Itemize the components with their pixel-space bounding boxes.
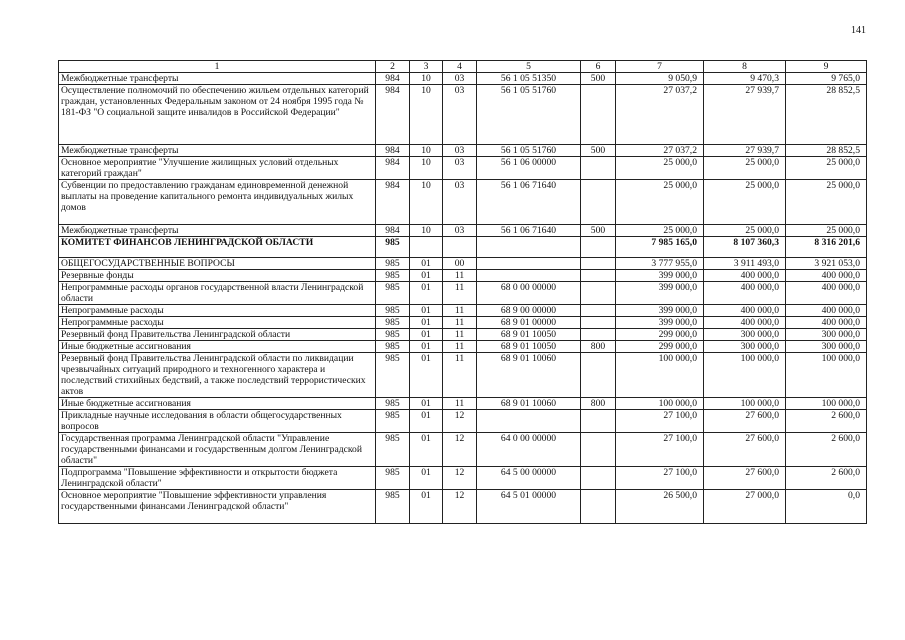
cell-expense-type [581, 329, 616, 341]
cell-ministry-code: 985 [376, 410, 410, 433]
cell-amount-year-1: 27 100,0 [616, 467, 704, 490]
cell-amount-year-3: 400 000,0 [786, 282, 867, 305]
cell-expense-type [581, 467, 616, 490]
cell-ministry-code: 985 [376, 237, 410, 258]
cell-name: Межбюджетные трансферты [59, 145, 376, 157]
cell-amount-year-2: 25 000,0 [704, 180, 786, 225]
cell-ministry-code: 985 [376, 258, 410, 270]
column-header: 5 [477, 61, 581, 73]
cell-amount-year-2: 400 000,0 [704, 305, 786, 317]
cell-expense-type [581, 317, 616, 329]
table-row [59, 410, 867, 433]
cell-subsection: 00 [443, 258, 477, 270]
column-header: 2 [376, 61, 410, 73]
budget-table [58, 60, 867, 524]
cell-target-article: 64 5 01 00000 [477, 490, 581, 524]
column-header: 7 [616, 61, 704, 73]
cell-section: 01 [410, 270, 443, 282]
cell-target-article: 68 9 01 10050 [477, 329, 581, 341]
cell-target-article: 56 1 06 71640 [477, 225, 581, 237]
cell-amount-year-3: 8 316 201,6 [786, 237, 867, 258]
column-header: 9 [786, 61, 867, 73]
cell-amount-year-2: 100 000,0 [704, 353, 786, 398]
table-row [59, 305, 867, 317]
cell-expense-type [581, 237, 616, 258]
cell-expense-type [581, 353, 616, 398]
cell-name: Межбюджетные трансферты [59, 225, 376, 237]
table-row [59, 467, 867, 490]
cell-amount-year-1: 3 777 955,0 [616, 258, 704, 270]
cell-subsection: 11 [443, 341, 477, 353]
cell-subsection: 11 [443, 305, 477, 317]
cell-amount-year-1: 399 000,0 [616, 317, 704, 329]
cell-target-article: 56 1 06 71640 [477, 180, 581, 225]
cell-name: Основное мероприятие "Повышение эффективности управления государственными финансами Ленинградской области" [59, 490, 376, 524]
cell-amount-year-3: 300 000,0 [786, 329, 867, 341]
cell-section: 01 [410, 410, 443, 433]
column-header: 1 [59, 61, 376, 73]
cell-target-article [477, 237, 581, 258]
cell-section: 10 [410, 85, 443, 145]
cell-ministry-code: 984 [376, 73, 410, 85]
cell-name: Иные бюджетные ассигнования [59, 398, 376, 410]
cell-amount-year-3: 25 000,0 [786, 225, 867, 237]
cell-name: Государственная программа Ленинградской области "Управление государственными финансами и государственным долгом Ленинградской области" [59, 433, 376, 467]
cell-name: Межбюджетные трансферты [59, 73, 376, 85]
cell-expense-type [581, 433, 616, 467]
cell-amount-year-3: 2 600,0 [786, 433, 867, 467]
column-header: 3 [410, 61, 443, 73]
cell-target-article: 68 9 01 10060 [477, 398, 581, 410]
cell-amount-year-1: 399 000,0 [616, 270, 704, 282]
cell-ministry-code: 984 [376, 225, 410, 237]
cell-name: Осуществление полномочий по обеспечению жильем отдельных категорий граждан, установленных Федеральным законом от 24 ноября 1995 года № 181-ФЗ "О социальной защите инвалидов в Российской Федерации" [59, 85, 376, 145]
cell-amount-year-2: 27 600,0 [704, 433, 786, 467]
cell-ministry-code: 985 [376, 467, 410, 490]
cell-subsection: 03 [443, 157, 477, 180]
cell-name: КОМИТЕТ ФИНАНСОВ ЛЕНИНГРАДСКОЙ ОБЛАСТИ [59, 237, 376, 258]
cell-target-article: 68 9 01 00000 [477, 317, 581, 329]
cell-amount-year-3: 100 000,0 [786, 398, 867, 410]
cell-subsection: 03 [443, 180, 477, 225]
cell-amount-year-3: 400 000,0 [786, 317, 867, 329]
cell-amount-year-3: 2 600,0 [786, 467, 867, 490]
cell-subsection: 12 [443, 433, 477, 467]
cell-target-article [477, 410, 581, 433]
page-number: 141 [851, 25, 866, 36]
cell-section: 01 [410, 317, 443, 329]
cell-amount-year-2: 25 000,0 [704, 157, 786, 180]
cell-expense-type [581, 270, 616, 282]
table-row [59, 398, 867, 410]
cell-amount-year-1: 399 000,0 [616, 305, 704, 317]
table-row [59, 157, 867, 180]
table-header-row [59, 61, 867, 73]
table-row [59, 270, 867, 282]
cell-target-article [477, 270, 581, 282]
cell-expense-type: 500 [581, 73, 616, 85]
table-row [59, 145, 867, 157]
table-row [59, 433, 867, 467]
cell-expense-type: 500 [581, 225, 616, 237]
cell-name: Резервный фонд Правительства Ленинградской области по ликвидации чрезвычайных ситуаций природного и техногенного характера и последствий стихийных бедствий, а также последствий террористических актов [59, 353, 376, 398]
cell-amount-year-3: 0,0 [786, 490, 867, 524]
table-row [59, 490, 867, 524]
cell-section: 01 [410, 329, 443, 341]
cell-target-article: 68 0 00 00000 [477, 282, 581, 305]
cell-expense-type [581, 85, 616, 145]
cell-section: 01 [410, 490, 443, 524]
cell-amount-year-3: 3 921 053,0 [786, 258, 867, 270]
cell-section [410, 237, 443, 258]
cell-subsection: 11 [443, 270, 477, 282]
cell-section: 10 [410, 157, 443, 180]
cell-amount-year-1: 25 000,0 [616, 180, 704, 225]
cell-amount-year-2: 9 470,3 [704, 73, 786, 85]
cell-amount-year-2: 400 000,0 [704, 317, 786, 329]
cell-ministry-code: 985 [376, 329, 410, 341]
cell-subsection: 12 [443, 410, 477, 433]
cell-target-article: 56 1 05 51760 [477, 145, 581, 157]
cell-target-article: 64 0 00 00000 [477, 433, 581, 467]
cell-section: 01 [410, 398, 443, 410]
cell-subsection: 11 [443, 329, 477, 341]
cell-name: Непрограммные расходы [59, 317, 376, 329]
cell-target-article [477, 258, 581, 270]
cell-section: 01 [410, 341, 443, 353]
cell-section: 10 [410, 180, 443, 225]
cell-name: Подпрограмма "Повышение эффективности и открытости бюджета Ленинградской области" [59, 467, 376, 490]
table-row [59, 180, 867, 225]
cell-ministry-code: 985 [376, 398, 410, 410]
cell-amount-year-2: 100 000,0 [704, 398, 786, 410]
cell-amount-year-3: 28 852,5 [786, 85, 867, 145]
table-row [59, 341, 867, 353]
cell-expense-type: 500 [581, 145, 616, 157]
cell-section: 01 [410, 467, 443, 490]
cell-amount-year-3: 28 852,5 [786, 145, 867, 157]
column-header: 6 [581, 61, 616, 73]
cell-name: ОБЩЕГОСУДАРСТВЕННЫЕ ВОПРОСЫ [59, 258, 376, 270]
cell-section: 10 [410, 225, 443, 237]
cell-expense-type [581, 180, 616, 225]
cell-subsection: 03 [443, 85, 477, 145]
table-row [59, 258, 867, 270]
cell-section: 10 [410, 145, 443, 157]
cell-amount-year-3: 2 600,0 [786, 410, 867, 433]
table-row [59, 237, 867, 258]
cell-ministry-code: 985 [376, 341, 410, 353]
table-row [59, 353, 867, 398]
cell-section: 10 [410, 73, 443, 85]
cell-expense-type [581, 490, 616, 524]
cell-expense-type: 800 [581, 398, 616, 410]
cell-amount-year-2: 25 000,0 [704, 225, 786, 237]
cell-amount-year-2: 27 600,0 [704, 410, 786, 433]
cell-ministry-code: 985 [376, 433, 410, 467]
cell-ministry-code: 985 [376, 270, 410, 282]
cell-expense-type [581, 410, 616, 433]
cell-amount-year-1: 27 100,0 [616, 433, 704, 467]
cell-target-article: 56 1 06 00000 [477, 157, 581, 180]
cell-target-article: 64 5 00 00000 [477, 467, 581, 490]
cell-expense-type [581, 305, 616, 317]
cell-name: Иные бюджетные ассигнования [59, 341, 376, 353]
cell-amount-year-1: 299 000,0 [616, 341, 704, 353]
cell-amount-year-3: 9 765,0 [786, 73, 867, 85]
cell-amount-year-1: 9 050,9 [616, 73, 704, 85]
budget-table-body [59, 61, 867, 524]
cell-amount-year-3: 25 000,0 [786, 157, 867, 180]
cell-amount-year-1: 25 000,0 [616, 157, 704, 180]
cell-amount-year-1: 25 000,0 [616, 225, 704, 237]
cell-amount-year-2: 27 600,0 [704, 467, 786, 490]
table-row [59, 73, 867, 85]
cell-ministry-code: 985 [376, 490, 410, 524]
cell-name: Резервный фонд Правительства Ленинградской области [59, 329, 376, 341]
cell-expense-type [581, 258, 616, 270]
cell-ministry-code: 985 [376, 353, 410, 398]
table-row [59, 317, 867, 329]
cell-subsection: 03 [443, 73, 477, 85]
cell-expense-type [581, 282, 616, 305]
cell-ministry-code: 985 [376, 317, 410, 329]
cell-name: Субвенции по предоставлению гражданам единовременной денежной выплаты на проведение капитального ремонта индивидуальных жилых домов [59, 180, 376, 225]
cell-name: Основное мероприятие "Улучшение жилищных условий отдельных категорий граждан" [59, 157, 376, 180]
cell-subsection: 03 [443, 145, 477, 157]
cell-amount-year-2: 3 911 493,0 [704, 258, 786, 270]
cell-section: 01 [410, 353, 443, 398]
cell-amount-year-1: 100 000,0 [616, 398, 704, 410]
cell-amount-year-2: 27 939,7 [704, 85, 786, 145]
table-row [59, 329, 867, 341]
cell-name: Непрограммные расходы органов государственной власти Ленинградской области [59, 282, 376, 305]
cell-ministry-code: 984 [376, 180, 410, 225]
column-header: 4 [443, 61, 477, 73]
table-row [59, 85, 867, 145]
cell-subsection [443, 237, 477, 258]
cell-amount-year-3: 300 000,0 [786, 341, 867, 353]
cell-name: Непрограммные расходы [59, 305, 376, 317]
cell-subsection: 12 [443, 467, 477, 490]
cell-target-article: 68 9 01 10050 [477, 341, 581, 353]
cell-amount-year-1: 399 000,0 [616, 282, 704, 305]
cell-amount-year-3: 25 000,0 [786, 180, 867, 225]
cell-amount-year-2: 27 939,7 [704, 145, 786, 157]
cell-amount-year-1: 27 037,2 [616, 145, 704, 157]
cell-amount-year-1: 27 100,0 [616, 410, 704, 433]
column-header: 8 [704, 61, 786, 73]
table-row [59, 225, 867, 237]
cell-ministry-code: 984 [376, 145, 410, 157]
cell-name: Прикладные научные исследования в области общегосударственных вопросов [59, 410, 376, 433]
cell-name: Резервные фонды [59, 270, 376, 282]
cell-amount-year-1: 7 985 165,0 [616, 237, 704, 258]
cell-target-article: 56 1 05 51760 [477, 85, 581, 145]
cell-subsection: 03 [443, 225, 477, 237]
cell-section: 01 [410, 305, 443, 317]
table-row [59, 282, 867, 305]
cell-subsection: 11 [443, 353, 477, 398]
cell-amount-year-2: 400 000,0 [704, 270, 786, 282]
cell-section: 01 [410, 433, 443, 467]
cell-subsection: 11 [443, 398, 477, 410]
cell-expense-type [581, 157, 616, 180]
cell-target-article: 68 9 01 10060 [477, 353, 581, 398]
cell-amount-year-1: 299 000,0 [616, 329, 704, 341]
cell-subsection: 11 [443, 317, 477, 329]
cell-ministry-code: 984 [376, 157, 410, 180]
cell-amount-year-3: 100 000,0 [786, 353, 867, 398]
cell-target-article: 68 9 00 00000 [477, 305, 581, 317]
cell-section: 01 [410, 282, 443, 305]
cell-amount-year-1: 100 000,0 [616, 353, 704, 398]
cell-subsection: 11 [443, 282, 477, 305]
cell-amount-year-1: 26 500,0 [616, 490, 704, 524]
cell-section: 01 [410, 258, 443, 270]
cell-expense-type: 800 [581, 341, 616, 353]
cell-amount-year-2: 8 107 360,3 [704, 237, 786, 258]
cell-amount-year-3: 400 000,0 [786, 270, 867, 282]
cell-subsection: 12 [443, 490, 477, 524]
cell-amount-year-1: 27 037,2 [616, 85, 704, 145]
cell-target-article: 56 1 05 51350 [477, 73, 581, 85]
cell-amount-year-2: 400 000,0 [704, 282, 786, 305]
cell-ministry-code: 985 [376, 282, 410, 305]
cell-amount-year-2: 300 000,0 [704, 341, 786, 353]
cell-ministry-code: 984 [376, 85, 410, 145]
cell-amount-year-3: 400 000,0 [786, 305, 867, 317]
cell-ministry-code: 985 [376, 305, 410, 317]
cell-amount-year-2: 300 000,0 [704, 329, 786, 341]
cell-amount-year-2: 27 000,0 [704, 490, 786, 524]
